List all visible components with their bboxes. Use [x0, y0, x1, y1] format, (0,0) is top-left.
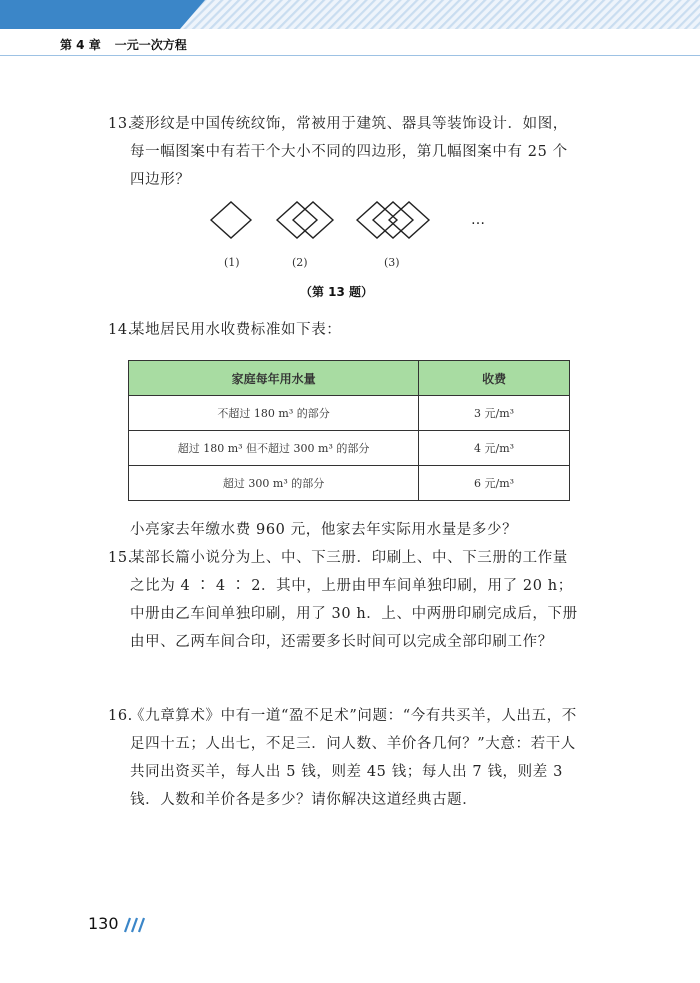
table-cell: 3 元/m³: [419, 396, 570, 431]
rhombus-fig3-b: [373, 202, 413, 238]
table-row: [129, 396, 570, 431]
problem-number: 13.: [108, 116, 133, 132]
table-cell: 6 元/m³: [419, 466, 570, 501]
page-number: 130: [88, 914, 119, 933]
figure-caption: （第 13 题）: [300, 285, 374, 299]
slash-mark-3: [139, 918, 144, 932]
slash-mark-2: [132, 918, 137, 932]
table-cell: 不超过 180 m³ 的部分: [129, 396, 419, 431]
water-fee-table: [128, 360, 570, 501]
figure-ellipsis: …: [471, 212, 485, 228]
chapter-label: 第 4 章: [60, 38, 101, 52]
figure-label-3: (3): [384, 256, 400, 269]
rhombus-fig1: [211, 202, 251, 238]
problem-15: [108, 544, 578, 656]
problem-text: 小亮家去年缴水费 960 元，他家去年实际用水量是多少？: [130, 522, 518, 538]
problem-14: [108, 316, 578, 344]
table-cell: 超过 180 m³ 但不超过 300 m³ 的部分: [129, 431, 419, 466]
slash-mark-1: [125, 918, 130, 932]
table-cell: 超过 300 m³ 的部分: [129, 466, 419, 501]
problem-number: 14.: [108, 322, 133, 338]
table-header: 家庭每年用水量: [129, 361, 419, 396]
problem-16: [108, 702, 578, 814]
rhombus-pattern-figure: [205, 200, 505, 244]
table-header: 收费: [419, 361, 570, 396]
figure-label-2: (2): [292, 256, 308, 269]
rhombus-fig3-c: [389, 202, 429, 238]
problem-14-question: [108, 516, 578, 544]
chapter-title: 一元一次方程: [114, 38, 187, 52]
problem-text: 《九章算术》中有一道“盈不足术”问题：“今有共买羊，人出五，不足四十五；人出七，不足三．问人数、羊价各几何？”大意：若干人共同出资买羊，每人出 5 钱，则差 45 钱；每人出 7 钱，则差 3 钱．人数和羊价各是多少？请你解决这道经典古题．: [130, 708, 577, 808]
problem-text: 某部长篇小说分为上、中、下三册．印刷上、中、下三册的工作量之比为 4 ∶ 4 ∶ 2．其中，上册由甲车间单独印刷，用了 20 h；中册由乙车间单独印刷，用了 30 h．上、中两册印刷完成后，下册由甲、乙两车间合印，还需要多长时间可以完成全部印刷工作？: [130, 550, 578, 650]
problem-number: 16.: [108, 708, 133, 724]
rhombus-fig3-a: [357, 202, 397, 238]
rhombus-fig2-a: [277, 202, 317, 238]
problem-text: 菱形纹是中国传统纹饰，常被用于建筑、器具等装饰设计．如图，每一幅图案中有若干个大小不同的四边形，第几幅图案中有 25 个四边形？: [130, 116, 568, 188]
problem-text: 某地居民用水收费标准如下表：: [130, 322, 342, 338]
table-cell: 4 元/m³: [419, 431, 570, 466]
problem-13: [108, 110, 578, 194]
table-header-row: [129, 361, 570, 396]
table-row: [129, 466, 570, 501]
page-number-slashes: [121, 914, 145, 936]
problem-number: 15.: [108, 550, 133, 566]
figure-label-1: (1): [224, 256, 240, 269]
table-row: [129, 431, 570, 466]
chapter-heading: [60, 36, 187, 53]
rhombus-fig2-b: [293, 202, 333, 238]
